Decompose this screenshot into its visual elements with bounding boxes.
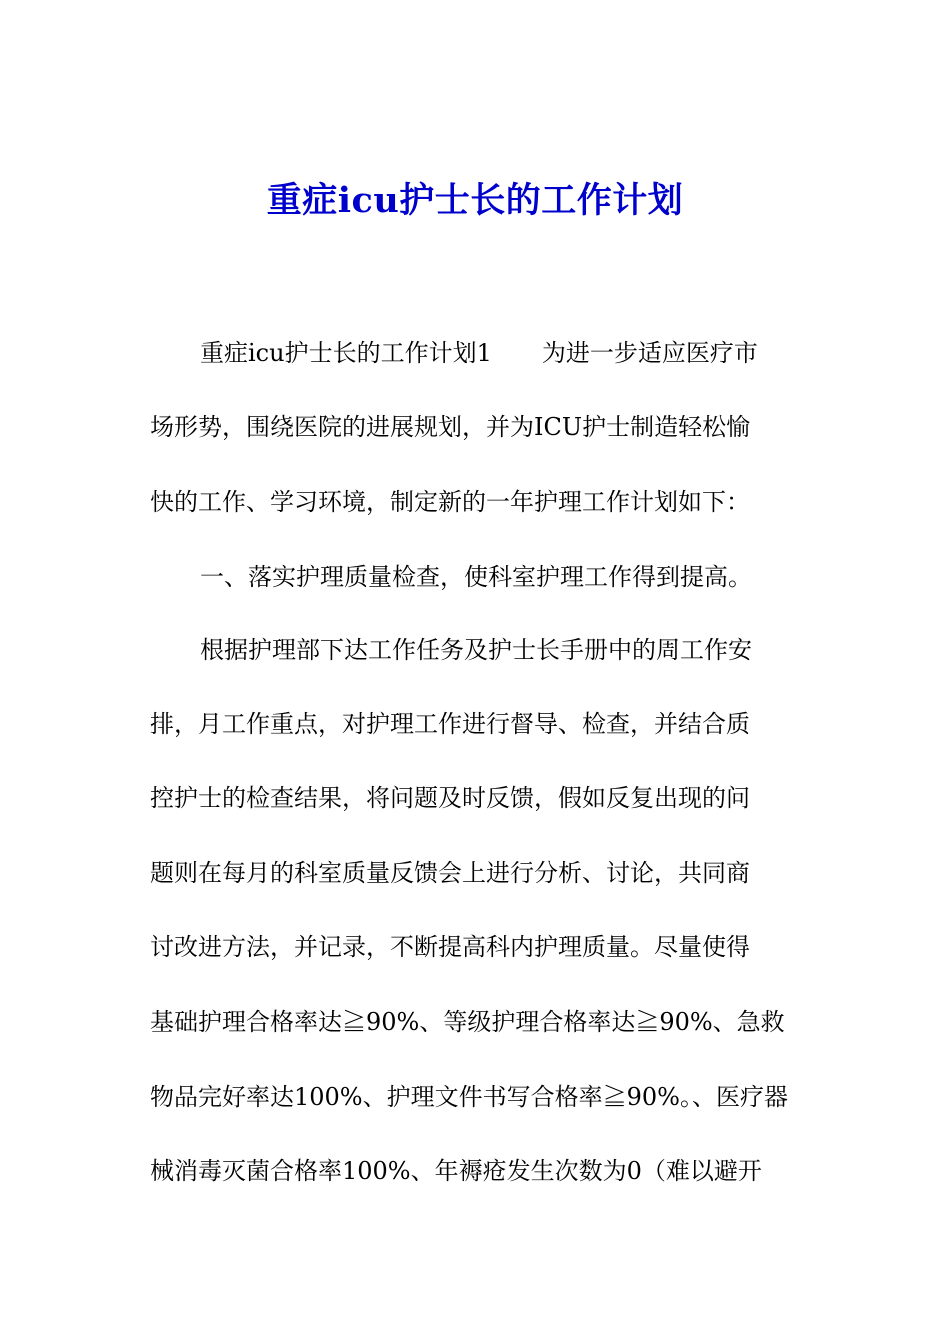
paragraph-line (200, 336, 758, 370)
paragraph-line: 物品完好率达100%、护理文件书写合格率≧90%。、医疗器 (150, 1083, 788, 1111)
paragraph-line: 讨改进方法，并记录，不断提高科内护理质量。尽量使得 (150, 933, 750, 961)
paragraph-line: 根据护理部下达工作任务及护士长手册中的周工作安 (200, 636, 752, 664)
paragraph-line: 基础护理合格率达≧90%、等级护理合格率达≧90%、急救 (150, 1008, 785, 1036)
paragraph-text: 为进一步适应医疗市 (541, 339, 758, 367)
plan-heading-text: 重症icu护士长的工作计划1 (200, 339, 492, 367)
paragraph-line: 排，月工作重点，对护理工作进行督导、检查，并结合质 (150, 710, 750, 738)
document-title: 重症icu护士长的工作计划 (266, 180, 684, 221)
section-heading: 一、落实护理质量检查，使科室护理工作得到提高。 (200, 563, 752, 591)
paragraph-line: 械消毒灭菌合格率100%、年褥疮发生次数为0（难以避开 (150, 1157, 762, 1185)
paragraph-line: 题则在每月的科室质量反馈会上进行分析、讨论，共同商 (150, 859, 750, 887)
paragraph-line: 场形势，围绕医院的进展规划，并为ICU护士制造轻松愉 (150, 413, 751, 441)
paragraph-line: 快的工作、学习环境，制定新的一年护理工作计划如下： (150, 488, 750, 516)
paragraph-line: 控护士的检查结果，将问题及时反馈，假如反复出现的问 (150, 784, 750, 812)
